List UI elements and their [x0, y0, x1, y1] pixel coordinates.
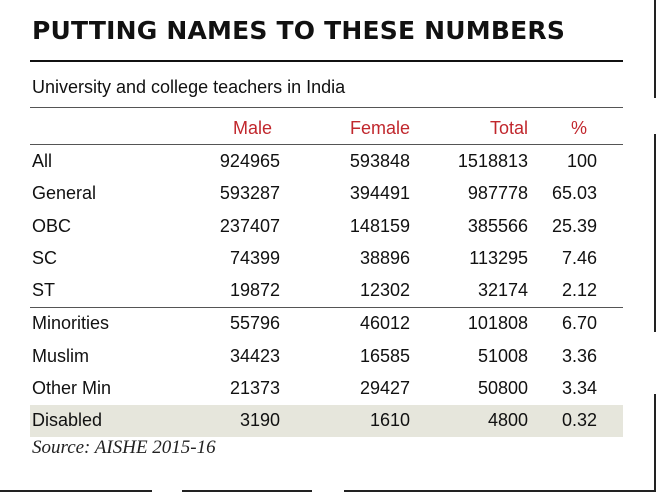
- cell-male: 3190: [156, 405, 284, 437]
- table-row: [30, 274, 623, 307]
- cell-percent: 2.12: [561, 280, 597, 301]
- teachers-table: [30, 112, 623, 437]
- frame-gap: [312, 489, 344, 493]
- table-row-highlighted: [30, 405, 623, 437]
- table-row: [30, 372, 623, 404]
- cell-female: 38896: [359, 247, 410, 268]
- cell-total: 385566: [467, 215, 528, 236]
- cell-female: 394491: [349, 183, 410, 204]
- cell-male: 74399: [229, 247, 280, 268]
- header-total: Total: [489, 117, 528, 138]
- cell-female: 148159: [349, 215, 410, 236]
- table-row: [30, 145, 623, 178]
- row-label: ST: [32, 280, 56, 301]
- cell-percent: 0.32: [538, 405, 623, 437]
- table-row: [30, 307, 623, 340]
- cell-percent: 25.39: [551, 215, 597, 236]
- cell-female: 16585: [359, 345, 410, 366]
- cell-percent: 100: [566, 150, 597, 171]
- row-label: All: [32, 150, 53, 171]
- cell-total: 1518813: [457, 150, 528, 171]
- table-subtitle: University and college teachers in India: [32, 77, 346, 97]
- cell-total: 50800: [477, 378, 528, 399]
- cell-total: 101808: [467, 313, 528, 334]
- row-label: Minorities: [32, 313, 110, 334]
- row-label: General: [32, 183, 97, 204]
- row-label: Other Min: [32, 378, 112, 399]
- cell-female: 12302: [359, 280, 410, 301]
- cell-male: 924965: [219, 150, 280, 171]
- cell-percent: 7.46: [561, 247, 597, 268]
- cell-female: 1610: [284, 405, 412, 437]
- cell-percent: 3.34: [561, 378, 597, 399]
- cell-percent: 3.36: [561, 345, 597, 366]
- cell-total: 987778: [467, 183, 528, 204]
- frame-gap: [652, 98, 656, 134]
- title-divider: [30, 60, 623, 62]
- table-row: [30, 178, 623, 210]
- cell-percent: 6.70: [561, 313, 597, 334]
- cell-female: 29427: [359, 378, 410, 399]
- source-note: Source: AISHE 2015-16: [32, 437, 216, 458]
- table-header-row: [30, 112, 623, 145]
- cell-total: 113295: [469, 247, 528, 268]
- table-row: [30, 210, 623, 242]
- cell-female: 46012: [359, 313, 410, 334]
- cell-female: 593848: [349, 150, 410, 171]
- header-category: [30, 112, 156, 145]
- header-percent: %: [570, 117, 587, 138]
- cell-male: 34423: [229, 345, 280, 366]
- table-title: PUTTING NAMES TO THESE NUMBERS: [32, 16, 566, 45]
- header-male: Male: [232, 117, 272, 138]
- frame-gap: [152, 489, 182, 493]
- cell-male: 593287: [219, 183, 280, 204]
- cell-male: 21373: [229, 378, 280, 399]
- row-label: Disabled: [30, 405, 156, 437]
- cell-percent: 65.03: [551, 183, 597, 204]
- cell-total: 32174: [477, 280, 528, 301]
- frame-gap: [652, 332, 656, 394]
- cell-total: 4800: [412, 405, 538, 437]
- row-label: OBC: [32, 215, 72, 236]
- subtitle-divider: [30, 107, 623, 108]
- row-label: SC: [32, 247, 58, 268]
- table-row: [30, 242, 623, 274]
- cell-male: 237407: [219, 215, 280, 236]
- cell-male: 55796: [229, 313, 280, 334]
- table-row: [30, 340, 623, 372]
- cell-male: 19872: [229, 280, 280, 301]
- row-label: Muslim: [32, 345, 89, 366]
- cell-total: 51008: [477, 345, 528, 366]
- header-female: Female: [349, 117, 410, 138]
